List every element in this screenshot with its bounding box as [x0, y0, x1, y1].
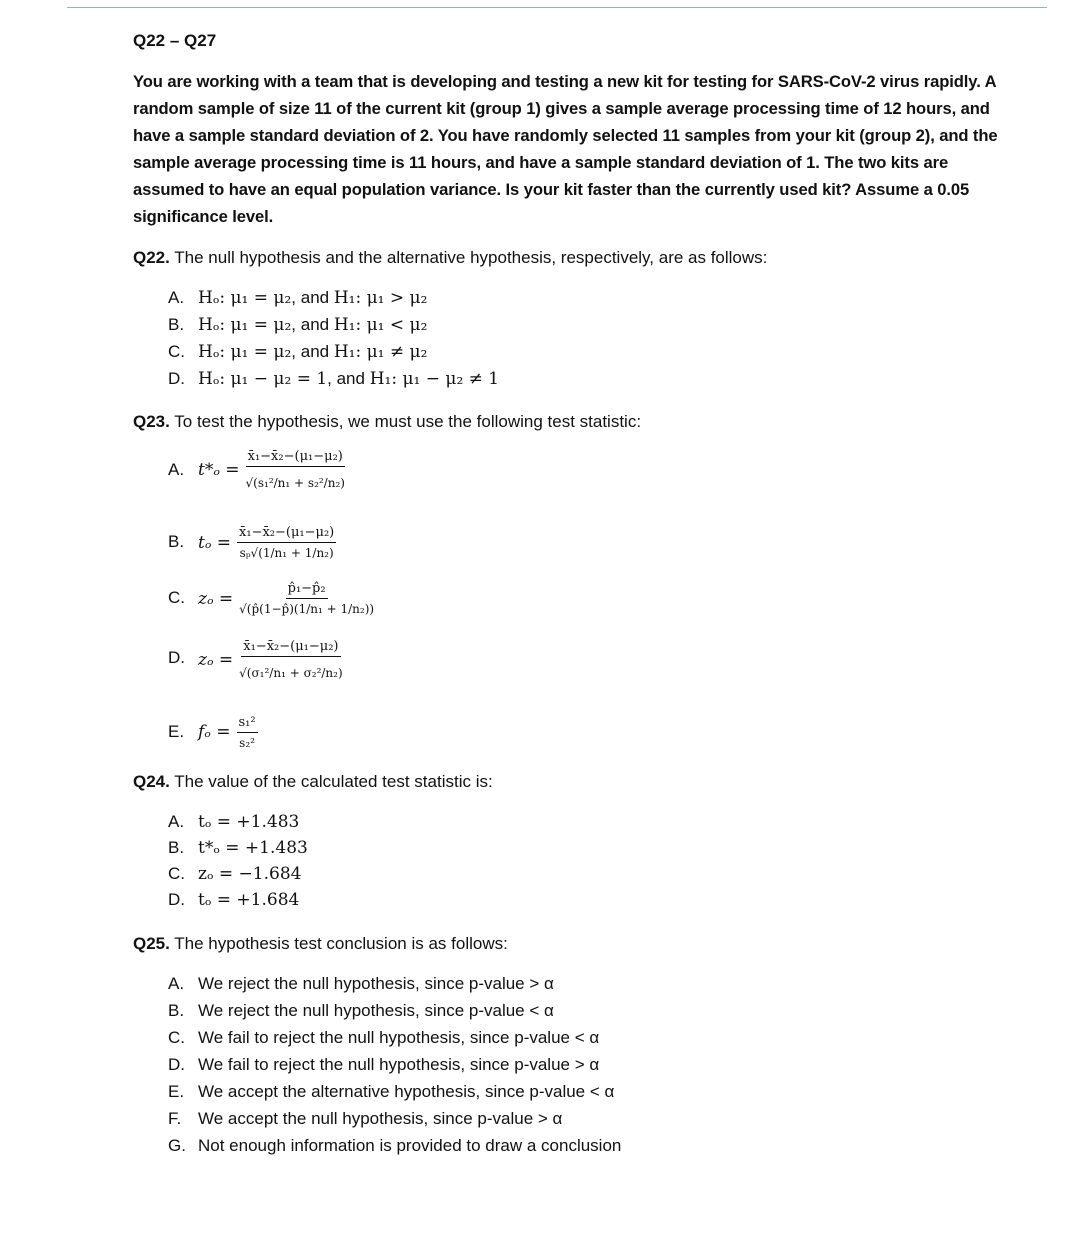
option-g[interactable]: [168, 1136, 1003, 1163]
q22-options: [133, 288, 1003, 396]
denominator: √(p̂(1−p̂)(1/n₁ + 1/n₂)): [239, 602, 375, 616]
option-letter: B.: [168, 1001, 185, 1020]
question-label: Q23.: [133, 412, 170, 431]
separator: , and: [291, 342, 330, 361]
option-b[interactable]: [168, 315, 1003, 342]
option-letter: C.: [168, 342, 185, 361]
option-letter: E.: [168, 722, 185, 741]
option-a[interactable]: [168, 974, 1003, 1001]
formula: [198, 524, 336, 561]
denominator: √(σ₁²/n₁ + σ₂²/n₂): [239, 666, 343, 680]
option-d[interactable]: [168, 1055, 1003, 1082]
option-f[interactable]: [168, 1109, 1003, 1136]
question-q24: [133, 770, 1003, 794]
option-letter: C.: [168, 588, 185, 607]
q23-options: [133, 448, 1003, 754]
q25-options: [133, 974, 1003, 1163]
option-b[interactable]: [168, 1001, 1003, 1028]
option-text: We fail to reject the null hypothesis, since p-value > α: [198, 1055, 600, 1074]
option-d[interactable]: [168, 369, 1003, 396]
denominator: sₚ√(1/n₁ + 1/n₂): [239, 546, 334, 560]
problem-statement: You are working with a team that is developing and testing a new kit for testing for SARS-CoV-2 virus rapidly. A random sample of size 11 of the current kit (group 1) gives a sample average processing time of 12 hours, and have a sample standard deviation of 2. You have randomly selected 11 samples from your kit (group 2), and the sample average processing time is 11 hours, and have a sample standard deviation of 1. The two kits are assumed to have an equal population variance. Is your kit faster than the currently used kit? Assume a 0.05 significance level.: [133, 72, 998, 226]
option-text: We reject the null hypothesis, since p-value > α: [198, 974, 554, 993]
formula: [198, 638, 343, 681]
question-text: The null hypothesis and the alternative hypothesis, respectively, are as follows:: [169, 248, 768, 267]
fraction: [237, 714, 258, 751]
question-q22: [133, 246, 1003, 270]
question-text: To test the hypothesis, we must use the following test statistic:: [169, 412, 642, 431]
formula-lhs: t*ₒ =: [198, 459, 240, 480]
option-letter: B.: [168, 838, 185, 857]
alt-hypothesis: H₁: μ₁ < μ₂: [333, 315, 428, 335]
null-hypothesis: Hₒ: μ₁ − μ₂ = 1: [198, 369, 328, 389]
option-letter: C.: [168, 1028, 185, 1047]
option-text: Not enough information is provided to draw a conclusion: [198, 1136, 622, 1155]
null-hypothesis: Hₒ: μ₁ = μ₂: [198, 342, 292, 362]
separator: , and: [291, 315, 330, 334]
option-c[interactable]: [168, 342, 1003, 369]
denominator: s₂²: [239, 735, 255, 750]
option-c[interactable]: [168, 864, 1003, 890]
null-hypothesis: Hₒ: μ₁ = μ₂: [198, 315, 292, 335]
question-label: Q22.: [133, 248, 170, 267]
option-text: We reject the null hypothesis, since p-value < α: [198, 1001, 554, 1020]
question-label: Q25.: [133, 934, 170, 953]
fraction: [239, 580, 374, 617]
statistic-value: zₒ = −1.684: [198, 864, 302, 884]
numerator: s₁²: [237, 714, 258, 733]
document-page: [133, 28, 1003, 1163]
question-q25: [133, 932, 1003, 956]
option-a[interactable]: [168, 288, 1003, 315]
option-letter: A.: [168, 974, 185, 993]
option-c[interactable]: [168, 580, 1003, 638]
option-letter: B.: [168, 315, 185, 334]
option-letter: D.: [168, 1055, 185, 1074]
option-a[interactable]: [168, 448, 1003, 524]
option-letter: F.: [168, 1109, 182, 1128]
option-d[interactable]: [168, 890, 1003, 916]
option-b[interactable]: [168, 524, 1003, 580]
option-text: We accept the null hypothesis, since p-value > α: [198, 1109, 563, 1128]
separator: , and: [327, 369, 365, 388]
separator: , and: [291, 288, 330, 307]
formula: [198, 448, 345, 491]
null-hypothesis: Hₒ: μ₁ = μ₂: [198, 288, 292, 308]
option-text: We accept the alternative hypothesis, since p-value < α: [198, 1082, 615, 1101]
formula-lhs: zₒ =: [198, 649, 234, 670]
option-letter: D.: [168, 648, 185, 667]
option-letter: A.: [168, 288, 185, 307]
question-text: The value of the calculated test statistic is:: [169, 772, 493, 791]
formula-lhs: tₒ =: [198, 532, 232, 553]
fraction: [239, 638, 342, 681]
numerator: x̄₁−x̄₂−(μ₁−μ₂): [246, 448, 345, 467]
option-b[interactable]: [168, 838, 1003, 864]
fraction: [237, 524, 336, 561]
numerator: p̂₁−p̂₂: [286, 580, 328, 599]
option-a[interactable]: [168, 812, 1003, 838]
header-rule: [67, 7, 1047, 8]
section-heading: Q22 – Q27: [133, 31, 217, 50]
option-letter: D.: [168, 890, 185, 909]
denominator: √(s₁²/n₁ + s₂²/n₂): [245, 476, 345, 490]
option-e[interactable]: [168, 710, 1003, 754]
option-letter: E.: [168, 1082, 185, 1101]
alt-hypothesis: H₁: μ₁ > μ₂: [333, 288, 428, 308]
question-text: The hypothesis test conclusion is as follows:: [169, 934, 508, 953]
option-letter: A.: [168, 460, 185, 479]
formula-lhs: zₒ =: [198, 588, 234, 609]
fraction: [246, 448, 345, 491]
option-letter: D.: [168, 369, 185, 388]
statistic-value: tₒ = +1.483: [198, 812, 300, 832]
formula-lhs: fₒ =: [198, 722, 231, 742]
option-letter: C.: [168, 864, 185, 883]
numerator: x̄₁−x̄₂−(μ₁−μ₂): [241, 638, 340, 657]
formula: [198, 714, 258, 751]
alt-hypothesis: H₁: μ₁ ≠ μ₂: [333, 342, 428, 362]
alt-hypothesis: H₁: μ₁ − μ₂ ≠ 1: [369, 369, 500, 389]
option-letter: B.: [168, 532, 185, 551]
numerator: x̄₁−x̄₂−(μ₁−μ₂): [237, 524, 336, 543]
question-q23: [133, 410, 1003, 434]
option-c[interactable]: [168, 1028, 1003, 1055]
statistic-value: tₒ = +1.684: [198, 890, 300, 910]
statistic-value: t*ₒ = +1.483: [198, 838, 308, 858]
q24-options: [133, 812, 1003, 916]
question-label: Q24.: [133, 772, 170, 791]
option-e[interactable]: [168, 1082, 1003, 1109]
option-text: We fail to reject the null hypothesis, since p-value < α: [198, 1028, 600, 1047]
option-d[interactable]: [168, 638, 1003, 710]
formula: [198, 580, 374, 617]
option-letter: A.: [168, 812, 185, 831]
option-letter: G.: [168, 1136, 186, 1155]
